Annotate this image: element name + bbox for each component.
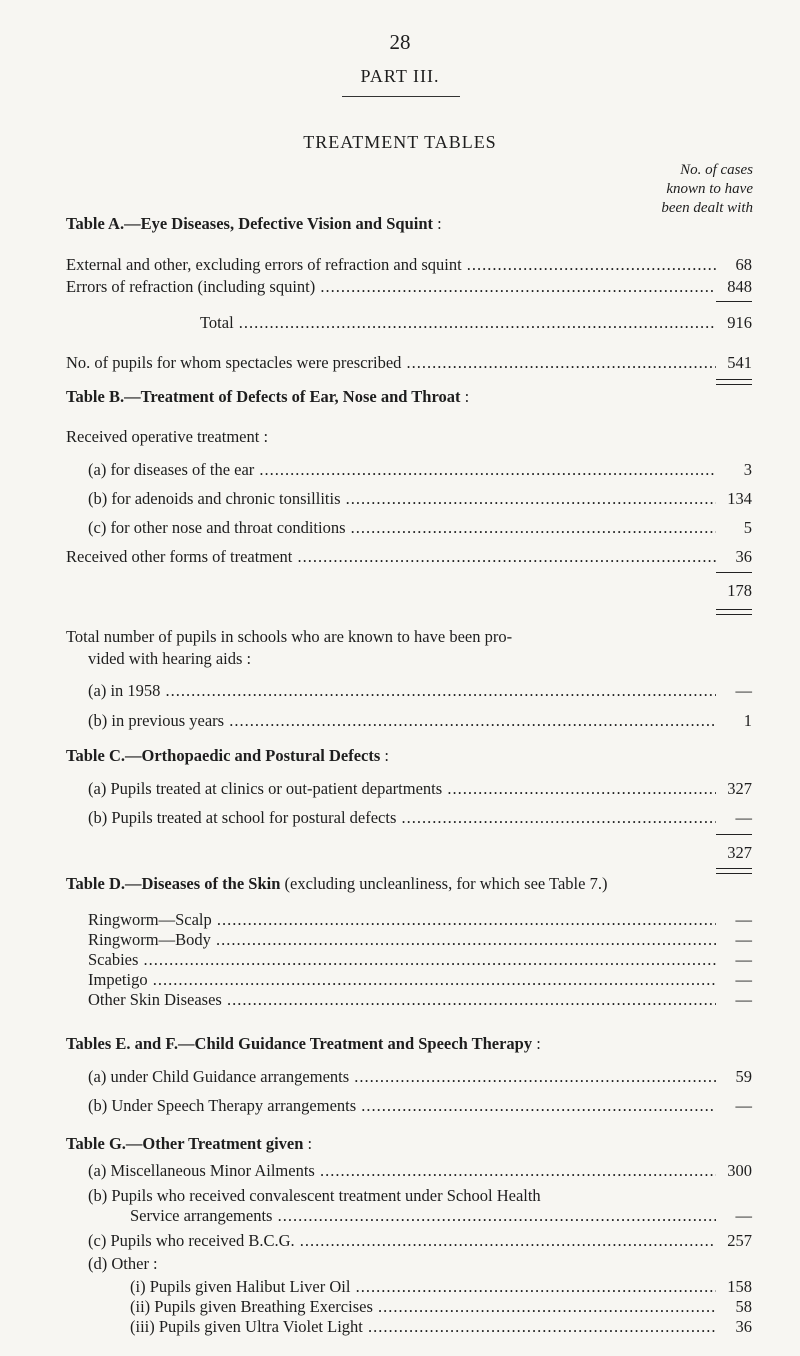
table-g-title: Table G.—Other Treatment given : — [66, 1134, 313, 1153]
table-row: Service arrangements ..... — — [130, 1205, 752, 1227]
table-row: (i) Pupils given Halibut Liver Oil ..... 158 — [130, 1277, 752, 1297]
table-row: Scabies ..... — — [88, 950, 752, 970]
double-rule — [716, 609, 752, 615]
table-b-title: Table B.—Treatment of Defects of Ear, Nose and Throat : — [66, 387, 470, 406]
table-row: (a) under Child Guidance arrangements ..... 59 — [88, 1066, 752, 1088]
part-underline — [342, 96, 460, 97]
sum-rule — [716, 834, 752, 835]
table-row: (b) for adenoids and chronic tonsillitis ..... 134 — [88, 488, 752, 510]
table-ef-title: Tables E. and F.—Child Guidance Treatment and Speech Therapy : — [66, 1034, 541, 1053]
hearing-aids-text: Total number of pupils in schools who are known to have been pro- — [66, 627, 513, 646]
table-row: (c) for other nose and throat conditions ..... 5 — [88, 517, 752, 539]
table-row: (a) in 1958 ..... — — [88, 680, 752, 702]
spectacles-row: No. of pupils for whom spectacles were prescribed ..... 541 — [66, 352, 752, 374]
table-row: (a) Pupils treated at clinics or out-patient departments ..... 327 — [88, 778, 752, 800]
column-header-line: No. of cases — [680, 162, 753, 178]
table-row: (b) in previous years ..... 1 — [88, 710, 752, 732]
table-c-title: Table C.—Orthopaedic and Postural Defects : — [66, 746, 389, 765]
table-row: (c) Pupils who received B.C.G. ..... 257 — [88, 1230, 752, 1252]
operative-label: Received operative treatment : — [66, 427, 269, 446]
table-g-text: (d) Other : — [88, 1254, 158, 1273]
table-row: Received other forms of treatment ..... 36 — [66, 546, 752, 568]
double-rule — [716, 868, 752, 874]
table-row: (ii) Pupils given Breathing Exercises ..... 58 — [130, 1297, 752, 1317]
page-number: 28 — [389, 30, 411, 54]
double-rule — [716, 379, 752, 385]
table-row: Impetigo ..... — — [88, 970, 752, 990]
table-b-total: 178 — [727, 581, 752, 600]
table-g-text: (b) Pupils who received convalescent treatment under School Health — [88, 1186, 541, 1205]
table-row: Other Skin Diseases ..... — — [88, 990, 752, 1010]
column-header-line: been dealt with — [661, 200, 753, 216]
column-header-line: known to have — [666, 181, 753, 197]
table-row: External and other, excluding errors of refraction and squint ..... 68 — [66, 254, 752, 276]
table-a-total: Total ..... 916 — [200, 312, 752, 334]
sum-rule — [716, 301, 752, 302]
table-row: Ringworm—Scalp ..... — — [88, 910, 752, 930]
table-row: (a) Miscellaneous Minor Ailments ..... 300 — [88, 1160, 752, 1182]
table-c-total: 327 — [727, 843, 752, 862]
hearing-aids-text: vided with hearing aids : — [88, 649, 252, 668]
table-row: (b) Pupils treated at school for postural defects ..... — — [88, 807, 752, 829]
column-header — [661, 161, 753, 218]
table-a-title: Table A.—Eye Diseases, Defective Vision and Squint : — [66, 214, 442, 233]
section-heading: TREATMENT TABLES — [303, 132, 497, 152]
table-row: (a) for diseases of the ear ..... 3 — [88, 459, 752, 481]
table-row: Errors of refraction (including squint) ..... 848 — [66, 276, 752, 298]
table-row: Ringworm—Body ..... — — [88, 930, 752, 950]
table-d-title: Table D.—Diseases of the Skin (excluding uncleanliness, for which see Table 7.) — [66, 874, 608, 893]
table-row: (iii) Pupils given Ultra Violet Light ..... 36 — [130, 1317, 752, 1337]
part-heading: PART III. — [360, 66, 440, 86]
sum-rule — [716, 572, 752, 573]
table-row: (b) Under Speech Therapy arrangements ..... — — [88, 1095, 752, 1117]
